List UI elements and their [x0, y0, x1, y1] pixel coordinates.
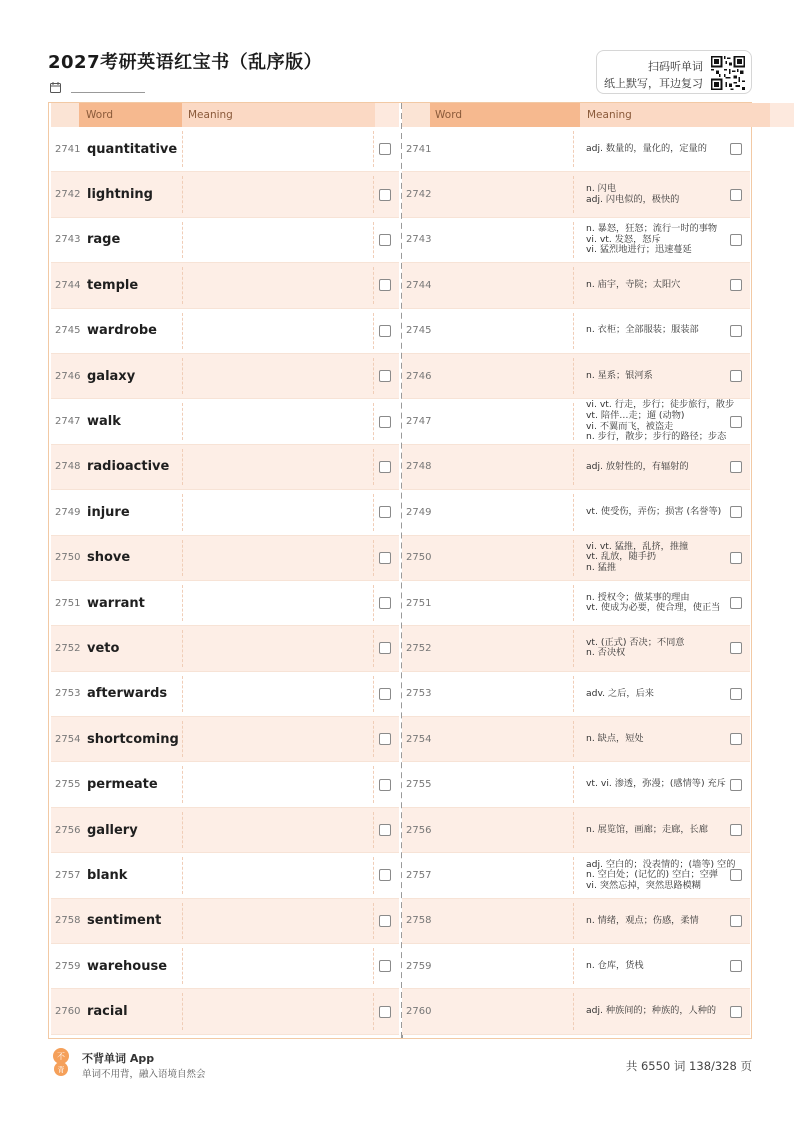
meaning-line: adj. 空白的；没表情的；(墙等) 空的: [586, 858, 736, 870]
meaning-line: vi. 猛烈地进行；迅速蔓延: [586, 244, 692, 256]
meaning-line: vt. (正式) 否决；不同意: [586, 636, 685, 648]
table-row: [402, 309, 750, 354]
header-meaning-label: Meaning: [188, 109, 233, 121]
word-blank[interactable]: [433, 403, 574, 439]
row-number: 2760: [55, 1006, 81, 1018]
word-text: sentiment: [87, 913, 162, 929]
table-row: [51, 944, 399, 989]
row-number: 2750: [55, 552, 81, 564]
meaning-line: vi. 不翼而飞，被盗走: [586, 420, 674, 432]
meaning-blank[interactable]: [182, 131, 374, 167]
checkbox-icon[interactable]: [379, 779, 391, 791]
checkbox-icon[interactable]: [730, 234, 742, 246]
table-row: [402, 899, 750, 944]
qr-caption-1: 扫码听单词: [648, 60, 703, 73]
meaning-line: vi. vt. 猛推，乱挤，推撞: [586, 540, 689, 552]
row-number: 2752: [55, 642, 81, 654]
table-row: [51, 808, 399, 853]
table-row: [402, 944, 750, 989]
app-name: 不背单词 App: [82, 1052, 155, 1065]
row-number: 2758: [406, 915, 432, 927]
meaning-line: vt. 使受伤，弄伤；损害 (名誉等): [586, 506, 722, 518]
table-row: [402, 808, 750, 853]
meaning-line: n. 缺点，短处: [586, 732, 644, 744]
word-blank[interactable]: [433, 903, 574, 939]
word-blank[interactable]: [433, 812, 574, 848]
word-blank[interactable]: [433, 222, 574, 258]
meaning-line: n. 展览馆，画廊；走廊，长廊: [586, 823, 708, 835]
checkbox-icon[interactable]: [379, 597, 391, 609]
checkbox-icon[interactable]: [730, 461, 742, 473]
checkbox-icon[interactable]: [379, 552, 391, 564]
meaning-blank[interactable]: [182, 494, 374, 530]
word-blank[interactable]: [433, 267, 574, 303]
qr-code-icon: [711, 56, 745, 90]
right-rows: [402, 127, 750, 1035]
meaning-line: vt. 乱放，随手扔: [586, 551, 657, 563]
meaning-blank[interactable]: [182, 721, 374, 757]
word-blank[interactable]: [433, 857, 574, 893]
table-row: [51, 445, 399, 490]
meaning-blank[interactable]: [182, 676, 374, 712]
table-row: [51, 218, 399, 263]
meaning-line: vt. vi. 渗透，弥漫；(感情等) 充斥: [586, 778, 726, 790]
table-row: [51, 490, 399, 535]
checkbox-icon[interactable]: [730, 416, 742, 428]
logo-char-1: 不: [57, 1052, 65, 1061]
row-number: 2746: [55, 370, 81, 382]
row-number: 2760: [406, 1006, 432, 1018]
meaning-line: n. 否决权: [586, 647, 626, 659]
row-number: 2751: [55, 597, 81, 609]
row-number: 2743: [406, 234, 432, 246]
right-table-header: [402, 103, 750, 127]
checkbox-icon[interactable]: [379, 234, 391, 246]
header-word-label: Word: [86, 109, 113, 121]
row-number: 2759: [406, 960, 432, 972]
checkbox-icon[interactable]: [379, 1006, 391, 1018]
word-text: blank: [87, 867, 128, 883]
left-table-header: [51, 103, 399, 127]
row-number: 2754: [55, 733, 81, 745]
calendar-icon: [50, 82, 61, 93]
checkbox-icon[interactable]: [730, 552, 742, 564]
meaning-blank[interactable]: [182, 857, 374, 893]
word-blank[interactable]: [433, 766, 574, 802]
word-text: shortcoming: [87, 731, 179, 747]
word-blank[interactable]: [433, 176, 574, 212]
row-number: 2745: [55, 325, 81, 337]
meaning-blank[interactable]: [182, 630, 374, 666]
meaning-blank[interactable]: [182, 903, 374, 939]
table-row: [51, 717, 399, 762]
row-number: 2741: [55, 143, 81, 155]
row-number: 2757: [406, 869, 432, 881]
table-row: [51, 581, 399, 626]
table-row: [402, 218, 750, 263]
meaning-line: n. 星系；银河系: [586, 369, 653, 381]
row-number: 2747: [406, 416, 432, 428]
word-text: gallery: [87, 822, 138, 838]
table-row: [402, 354, 750, 399]
checkbox-icon[interactable]: [379, 370, 391, 382]
word-text: warehouse: [87, 958, 168, 974]
app-slogan: 单词不用背，融入语境自然会: [82, 1069, 206, 1080]
meaning-line: vi. 突然忘掉，突然思路模糊: [586, 879, 701, 891]
checkbox-icon[interactable]: [730, 688, 742, 700]
checkbox-icon[interactable]: [379, 416, 391, 428]
checkbox-icon[interactable]: [730, 733, 742, 745]
checkbox-icon[interactable]: [730, 597, 742, 609]
row-number: 2754: [406, 733, 432, 745]
row-number: 2744: [406, 279, 432, 291]
word-column: [51, 103, 399, 1035]
checkbox-icon[interactable]: [730, 189, 742, 201]
checkbox-icon[interactable]: [730, 960, 742, 972]
meaning-line: adj. 放射性的，有辐射的: [586, 460, 689, 472]
table-row: [402, 989, 750, 1034]
meaning-blank[interactable]: [182, 313, 374, 349]
left-rows: [51, 127, 399, 1035]
table-row: [402, 626, 750, 671]
word-blank[interactable]: [433, 449, 574, 485]
word-blank[interactable]: [433, 993, 574, 1029]
checkbox-icon[interactable]: [730, 642, 742, 654]
table-row: [51, 172, 399, 217]
word-blank[interactable]: [433, 131, 574, 167]
meaning-blank[interactable]: [182, 812, 374, 848]
word-text: walk: [87, 414, 121, 430]
word-text: shove: [87, 550, 131, 566]
meaning-line: adj. 种族间的；种族的，人种的: [586, 1005, 717, 1017]
meaning-line: n. 猛推: [586, 562, 617, 573]
checkbox-icon[interactable]: [379, 325, 391, 337]
word-text: warrant: [87, 595, 145, 611]
meaning-blank[interactable]: [182, 358, 374, 394]
table-row: [51, 762, 399, 807]
header-meaning-label: Meaning: [587, 109, 632, 121]
row-number: 2749: [406, 506, 432, 518]
table-row: [402, 672, 750, 717]
table-row: [51, 853, 399, 898]
checkbox-icon[interactable]: [730, 279, 742, 291]
meaning-line: n. 暴怒，狂怒；流行一时的事物: [586, 223, 718, 235]
row-number: 2743: [55, 234, 81, 246]
row-number: 2745: [406, 325, 432, 337]
page-title: 2027考研英语红宝书（乱序版）: [48, 52, 323, 73]
table-row: [402, 853, 750, 898]
row-number: 2750: [406, 552, 432, 564]
checkbox-icon[interactable]: [379, 279, 391, 291]
checkbox-icon[interactable]: [379, 189, 391, 201]
checkbox-icon[interactable]: [730, 869, 742, 881]
meaning-blank[interactable]: [182, 403, 374, 439]
row-number: 2749: [55, 506, 81, 518]
table-row: [402, 127, 750, 172]
app-logo-icon: [50, 1048, 72, 1076]
checkbox-icon[interactable]: [730, 824, 742, 836]
row-number: 2756: [406, 824, 432, 836]
word-text: radioactive: [87, 459, 170, 475]
word-blank[interactable]: [433, 630, 574, 666]
table-row: [51, 672, 399, 717]
table-row: [402, 172, 750, 217]
meaning-line: n. 闪电: [586, 182, 617, 194]
table-row: [402, 762, 750, 807]
table-row: [51, 263, 399, 308]
word-blank[interactable]: [433, 948, 574, 984]
checkbox-icon[interactable]: [379, 915, 391, 927]
meaning-line: vi. vt. 行走，步行；徒步旅行，散步: [586, 399, 735, 411]
meaning-blank[interactable]: [182, 267, 374, 303]
word-text: permeate: [87, 777, 158, 793]
table-row: [402, 490, 750, 535]
table-row: [402, 445, 750, 490]
word-text: quantitative: [87, 141, 178, 157]
logo-char-2: 背: [57, 1066, 65, 1074]
table-row: [51, 309, 399, 354]
date-blank-line[interactable]: [71, 82, 145, 93]
word-text: veto: [87, 640, 120, 656]
row-number: 2747: [55, 416, 81, 428]
row-number: 2759: [55, 960, 81, 972]
meaning-blank[interactable]: [182, 449, 374, 485]
meaning-line: vi. vt. 发怒，怒斥: [586, 233, 661, 245]
row-number: 2757: [55, 869, 81, 881]
row-number: 2755: [406, 779, 432, 791]
checkbox-icon[interactable]: [379, 960, 391, 972]
row-number: 2751: [406, 597, 432, 609]
meaning-blank[interactable]: [182, 176, 374, 212]
meaning-line: n. 授权令；做某事的理由: [586, 591, 690, 603]
row-number: 2742: [55, 189, 81, 201]
row-number: 2753: [55, 688, 81, 700]
table-row: [402, 536, 750, 581]
word-text: wardrobe: [87, 323, 157, 339]
word-text: afterwards: [87, 686, 168, 702]
row-number: 2748: [55, 461, 81, 473]
word-text: temple: [87, 277, 139, 293]
checkbox-icon[interactable]: [379, 688, 391, 700]
row-number: 2748: [406, 461, 432, 473]
meaning-line: n. 衣柜；全部服装；服装部: [586, 324, 699, 336]
table-row: [51, 354, 399, 399]
checkbox-icon[interactable]: [730, 506, 742, 518]
word-blank[interactable]: [433, 585, 574, 621]
word-blank[interactable]: [433, 313, 574, 349]
row-number: 2741: [406, 143, 432, 155]
qr-caption-2: 纸上默写，耳边复习: [604, 77, 703, 90]
row-number: 2746: [406, 370, 432, 382]
meaning-column: [402, 103, 750, 1035]
meaning-line: n. 空白处；(记忆的) 空白；空弹: [586, 869, 719, 881]
meaning-blank[interactable]: [182, 585, 374, 621]
table-row: [402, 399, 750, 444]
checkbox-icon[interactable]: [379, 869, 391, 881]
word-text: lightning: [87, 187, 153, 203]
table-row: [402, 263, 750, 308]
checkbox-icon[interactable]: [379, 143, 391, 155]
meaning-blank[interactable]: [182, 222, 374, 258]
word-blank[interactable]: [433, 494, 574, 530]
table-row: [51, 536, 399, 581]
word-blank[interactable]: [433, 540, 574, 576]
meaning-line: n. 庙宇，寺院；太阳穴: [586, 279, 681, 291]
table-row: [402, 717, 750, 762]
row-number: 2744: [55, 279, 81, 291]
meaning-blank[interactable]: [182, 993, 374, 1029]
meaning-blank[interactable]: [182, 766, 374, 802]
meaning-line: adj. 闪电似的，极快的: [586, 193, 680, 205]
row-number: 2758: [55, 915, 81, 927]
meaning-line: n. 步行，散步；步行的路径；步态: [586, 431, 727, 443]
meaning-line: vt. 使成为必要，使合理，使正当: [586, 602, 721, 614]
checkbox-icon[interactable]: [379, 461, 391, 473]
checkbox-icon[interactable]: [730, 915, 742, 927]
qr-audio-box[interactable]: [596, 50, 752, 94]
word-blank[interactable]: [433, 676, 574, 712]
meaning-blank[interactable]: [182, 540, 374, 576]
checkbox-icon[interactable]: [730, 370, 742, 382]
checkbox-icon[interactable]: [379, 642, 391, 654]
word-table: [48, 102, 752, 1039]
table-row: [51, 127, 399, 172]
row-number: 2756: [55, 824, 81, 836]
page-info: 共 6550 词 138/328 页: [625, 1059, 752, 1073]
checkbox-icon[interactable]: [730, 325, 742, 337]
word-blank[interactable]: [433, 721, 574, 757]
row-number: 2742: [406, 189, 432, 201]
meaning-line: adj. 数量的，量化的，定量的: [586, 142, 707, 154]
date-field: [50, 80, 145, 94]
checkbox-icon[interactable]: [379, 506, 391, 518]
meaning-blank[interactable]: [182, 948, 374, 984]
table-row: [51, 989, 399, 1034]
checkbox-icon[interactable]: [379, 733, 391, 745]
word-text: rage: [87, 232, 121, 248]
header-word-label: Word: [435, 109, 462, 121]
row-number: 2753: [406, 688, 432, 700]
word-blank[interactable]: [433, 358, 574, 394]
word-text: racial: [87, 1004, 128, 1020]
table-row: [51, 399, 399, 444]
word-text: injure: [87, 504, 130, 520]
word-text: galaxy: [87, 368, 136, 384]
checkbox-icon[interactable]: [730, 1006, 742, 1018]
table-row: [51, 626, 399, 671]
meaning-line: n. 情绪，观点；伤感，柔情: [586, 914, 699, 926]
row-number: 2755: [55, 779, 81, 791]
row-number: 2752: [406, 642, 432, 654]
checkbox-icon[interactable]: [379, 824, 391, 836]
table-row: [402, 581, 750, 626]
checkbox-icon[interactable]: [730, 143, 742, 155]
table-row: [51, 899, 399, 944]
meaning-line: vt. 陪伴…走；遛 (动物): [586, 409, 685, 421]
checkbox-icon[interactable]: [730, 779, 742, 791]
meaning-line: n. 仓库，货栈: [586, 959, 644, 971]
meaning-line: adv. 之后，后来: [586, 687, 654, 699]
